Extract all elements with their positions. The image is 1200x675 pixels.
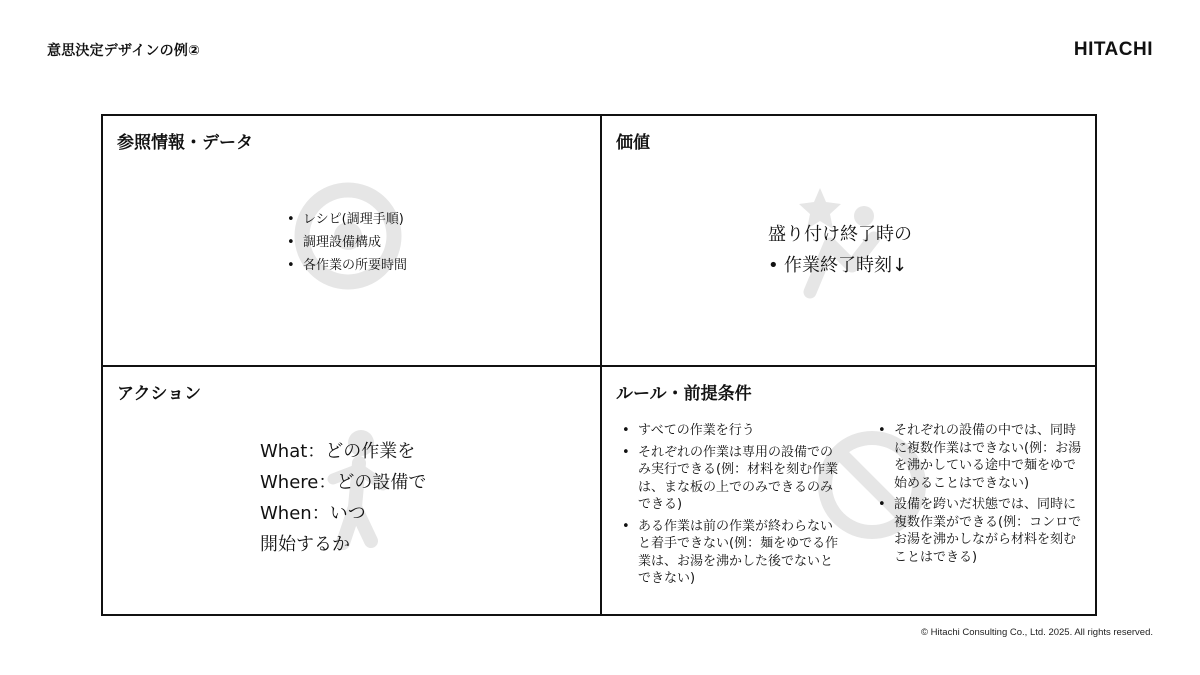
quadrant-action — [103, 367, 600, 614]
list-item: • すべての作業を行う — [622, 422, 844, 440]
quadrant-reference-data — [103, 116, 600, 365]
quadrant-value — [602, 116, 1097, 365]
value-list — [768, 250, 912, 281]
action-body — [260, 436, 426, 560]
action-line: 開始するか — [260, 534, 350, 555]
action-line: What：どの作業を — [260, 441, 416, 462]
reference-list — [287, 208, 407, 277]
copyright-notice: © Hitachi Consulting Co., Ltd. 2025. All rights reserved. — [921, 627, 1153, 638]
list-item: • 設備を跨いだ状態では、同時に複数作業ができる(例：コンロでお湯を沸かしながら材料を刻むことはできる) — [878, 496, 1088, 566]
list-item: • 調理設備構成 — [287, 231, 407, 254]
list-item: • 各作業の所要時間 — [287, 254, 407, 277]
list-item: • レシピ(調理手順) — [287, 208, 407, 231]
slide-title: 意思決定デザインの例② — [47, 43, 201, 59]
value-text: 盛り付け終了時の — [768, 224, 912, 245]
quadrant-title: 価値 — [616, 133, 650, 153]
list-item: • ある作業は前の作業が終わらないと着手できない(例：麺をゆでる作業は、お湯を沸かした後でないとできない) — [622, 518, 844, 588]
list-item: • それぞれの作業は専用の設備でのみ実行できる(例：材料を刻む作業は、まな板の上でのみできるのみできる) — [622, 444, 844, 514]
action-line: Where：どの設備で — [260, 472, 427, 493]
hitachi-logo: HITACHI — [1073, 39, 1153, 60]
decision-design-grid — [101, 114, 1097, 616]
quadrant-rules — [602, 367, 1097, 614]
rules-list-left — [622, 422, 844, 592]
quadrant-title: アクション — [117, 384, 202, 404]
quadrant-title: 参照情報・データ — [117, 133, 253, 153]
rules-list-right — [878, 422, 1088, 570]
list-item: • 作業終了時刻↓ — [768, 250, 912, 281]
quadrant-title: ルール・前提条件 — [616, 384, 752, 404]
action-line: When：いつ — [260, 503, 366, 524]
value-body — [768, 219, 912, 281]
list-item: • それぞれの設備の中では、同時に複数作業はできない(例：お湯を沸かしている途中で麺をゆで始めることはできない) — [878, 422, 1088, 492]
